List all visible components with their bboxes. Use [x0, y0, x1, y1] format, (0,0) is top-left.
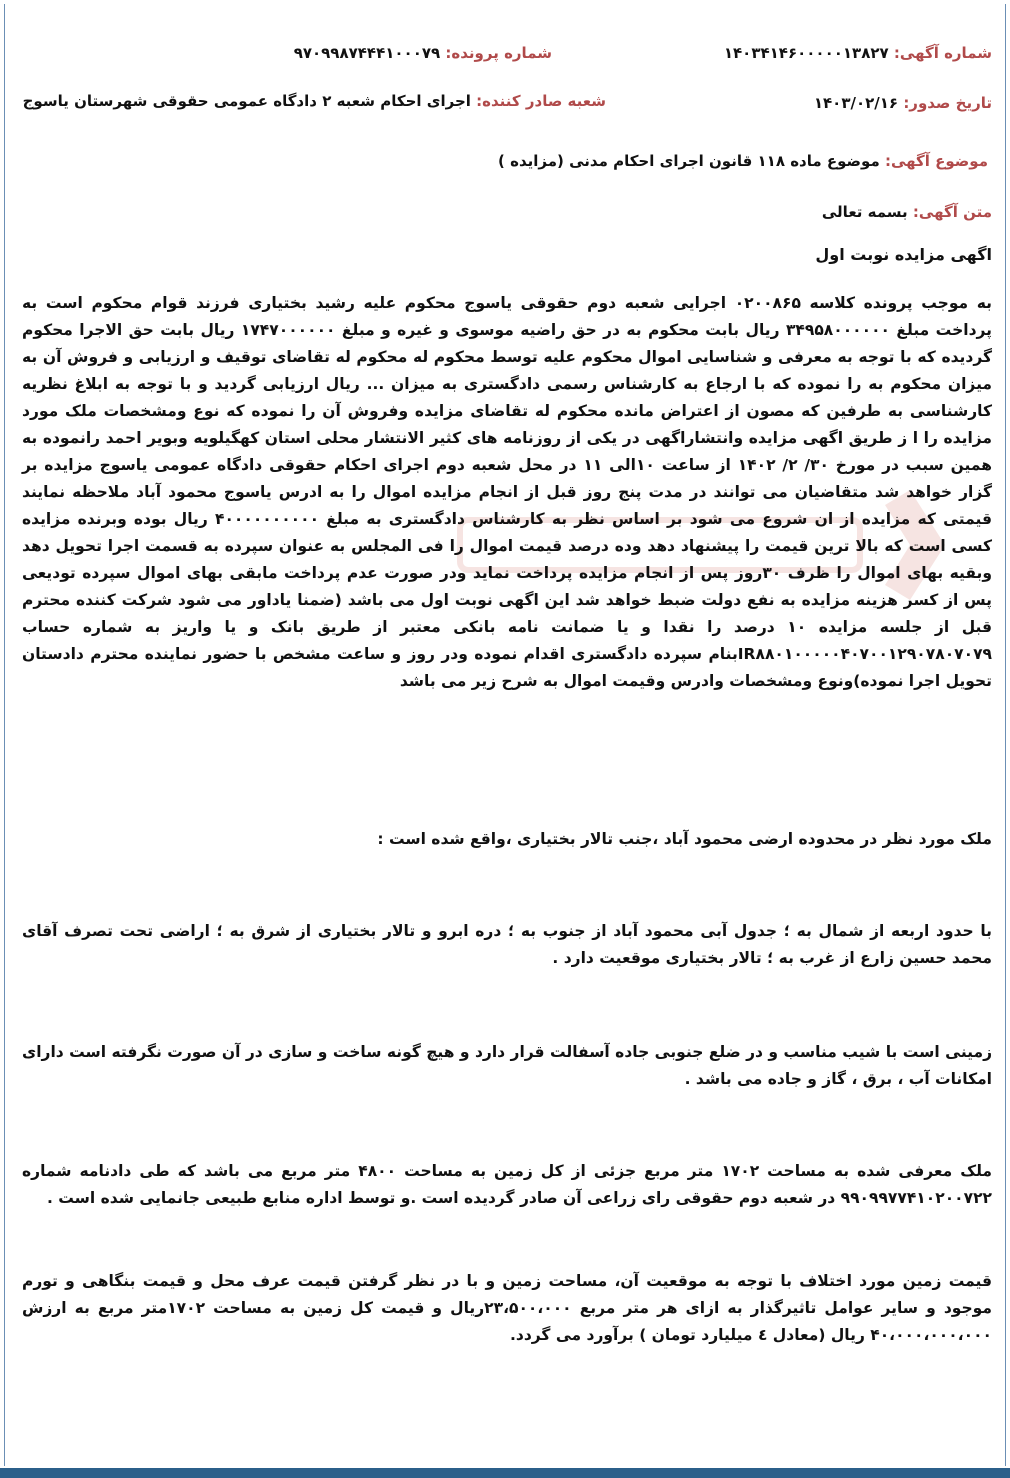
notice-heading: اگهی مزایده نوبت اول	[815, 245, 992, 264]
ad-number-label: شماره آگهی:	[893, 44, 992, 62]
issue-date-row	[814, 94, 992, 112]
subject-row	[498, 152, 988, 170]
paragraph-area: ملک معرفی شده به مساحت ۱۷۰۲ متر مربع جزئی از کل زمین به مساحت ۴۸۰۰ متر مربع می باشد که طی دادنامه شماره ۹۹۰۹۹۷۷۴۱۰۲۰۰۷۲۲ در شعبه دوم حقوقی رای زراعی آن صادر گردیده است .و توسط اداره منابع طبیعی جانمایی شده است .	[22, 1162, 993, 1207]
paragraph-price: قیمت زمین مورد اختلاف با توجه به موقعیت آن، مساحت زمین و با در نظر گرفتن قیمت عرف محل و قیمت بنگاهی و تورم موجود و سایر عوامل تاثیرگذار به ازای هر متر مربع ۲۳،۵۰۰،۰۰۰ریال و قیمت کل زمین به مساحت ۱۷۰۲متر مربع به ارزش ۴۰،۰۰۰،۰۰۰،۰۰۰ ریال (معادل ٤ میلیارد تومان ) برآورد می گردد.	[22, 1272, 992, 1344]
issuer: اجرای احکام شعبه ۲ دادگاه عمومی حقوقی شهرستان یاسوج	[22, 92, 471, 110]
case-number: ۹۷۰۹۹۸۷۴۴۴۱۰۰۰۷۹	[293, 44, 441, 62]
paragraph-location: ملک مورد نظر در محدوده ارضی محمود آباد ،جنب تالار بختیاری ،واقع شده است :	[377, 830, 992, 848]
basmala: بسمه تعالی	[821, 203, 908, 221]
subject-label: موضوع آگهی:	[884, 152, 988, 170]
ad-number-row	[724, 44, 992, 62]
issuer-row	[23, 92, 606, 110]
text-label-row	[822, 203, 992, 221]
issue-date: ۱۴۰۳/۰۲/۱۶	[813, 94, 899, 112]
issue-date-label: تاریخ صدور:	[903, 94, 992, 112]
case-number-label: شماره پرونده:	[445, 44, 552, 62]
paragraph-boundaries: با حدود اربعه از شمال به ؛ جدول آبی محمود آباد از جنوب به ؛ دره ابرو و تالار بختیاری از شرق به ؛ اراضی تحت تصرف آقای محمد حسین زارع از غرب به ؛ تالار بختیاری موقعیت دارد .	[22, 922, 992, 967]
paragraph-main: به موجب پرونده کلاسه ۰۲۰۰۸۶۵ اجرایی شعبه دوم حقوقی یاسوج محکوم علیه رشید بختیاری فرزند قوام محکوم است به پرداخت مبلغ ۳۴۹۵۸۰۰۰۰۰۰ ریال بابت محکوم به در حق راضیه موسوی و غیره و مبلغ ۱۷۴۷۰۰۰۰۰۰ ریال بابت حق الاجرا محکوم گردیده که با توجه به معرفی و شناسایی اموال محکوم علیه توسط محکوم له محکوم له تقاضای توقیف و ارزیابی و فروش آن به میزان محکوم به را نموده که با ارجاع به کارشناس رسمی دادگستری به میزان ... ریال ارزیابی گردید و با توجه به ابلاغ نظریه کارشناسی به طرفین که مصون از اعتراض مانده محکوم له تقاضای مزایده وفروش آن را نموده که نوع ومشخصات ملک مورد مزایده را ا ز طریق اگهی مزایده وانتشاراگهی در یکی از روزنامه های کثیر الانتشار محلی استان کهگیلویه وبویر احمد رانموده به همین سبب در مورخ ۳۰/ ۲/ ۱۴۰۲ از ساعت ۱۰الی ۱۱ در محل شعبه دوم اجرای احکام حقوقی دادگاه عمومی یاسوج مزایده بر گزار خواهد شد متقاضیان می توانند در مدت پنج روز قبل از انجام مزایده اموال را به ادرس یاسوج محمود آباد ملاحظه نمایند قیمتی که مزایده از ان شروع می شود بر اساس نظر به کارشناس دادگستری به مبلغ ۴۰۰۰۰۰۰۰۰۰۰ ریال بوده وبرنده مزایده کسی است که بالا ترین قیمت را پیشنهاد دهد وده درصد قیمت اموال را فی المجلس به عنوان سپرده به قسمت اجرا تحویل دهد وبقیه بهای اموال را ظرف ۳۰روز پس از انجام مزایده پرداخت نماید ودر صورت عدم پرداخت مابقی بهای اموال سپرده تودیعی پس از کسر هزینه مزایده به نفع دولت ضبط خواهد شد این اگهی نوبت اول می باشد (ضمنا یاداور می شود شرکت کننده محترم قبل از جلسه مزایده ۱۰ درصد را نقدا و یا ضمانت نامه بانکی معتبر از طریق بانک و یا واریز به شماره حساب IR۸۸۰۱۰۰۰۰۰۴۰۷۰۰۱۲۹۰۷۸۰۷۰۷۹بنام سپرده دادگستری اقدام نموده ودر روز و ساعت مشخص با حضور نماینده محترم دادستان تحویل اجرا نموده)ونوع ومشخصات وادرس وقیمت اموال به شرح زیر می باشد	[22, 294, 993, 690]
text-label: متن آگهی:	[912, 203, 992, 221]
paragraph-description: زمینی است با شیب مناسب و در ضلع جنوبی جاده آسفالت قرار دارد و هیچ گونه ساخت و سازی در آن صورت نگرفته است دارای امکانات آب ، برق ، گاز و جاده می باشد .	[22, 1043, 992, 1088]
case-number-row	[294, 44, 552, 62]
ad-number: ۱۴۰۳۴۱۴۶۰۰۰۰۰۱۳۸۲۷	[723, 44, 889, 62]
footer-bar	[0, 1468, 1010, 1478]
issuer-label: شعبه صادر کننده:	[476, 92, 606, 110]
subject-value: موضوع ماده ۱۱۸ قانون اجرای احکام مدنی (مزایده )	[498, 152, 880, 170]
